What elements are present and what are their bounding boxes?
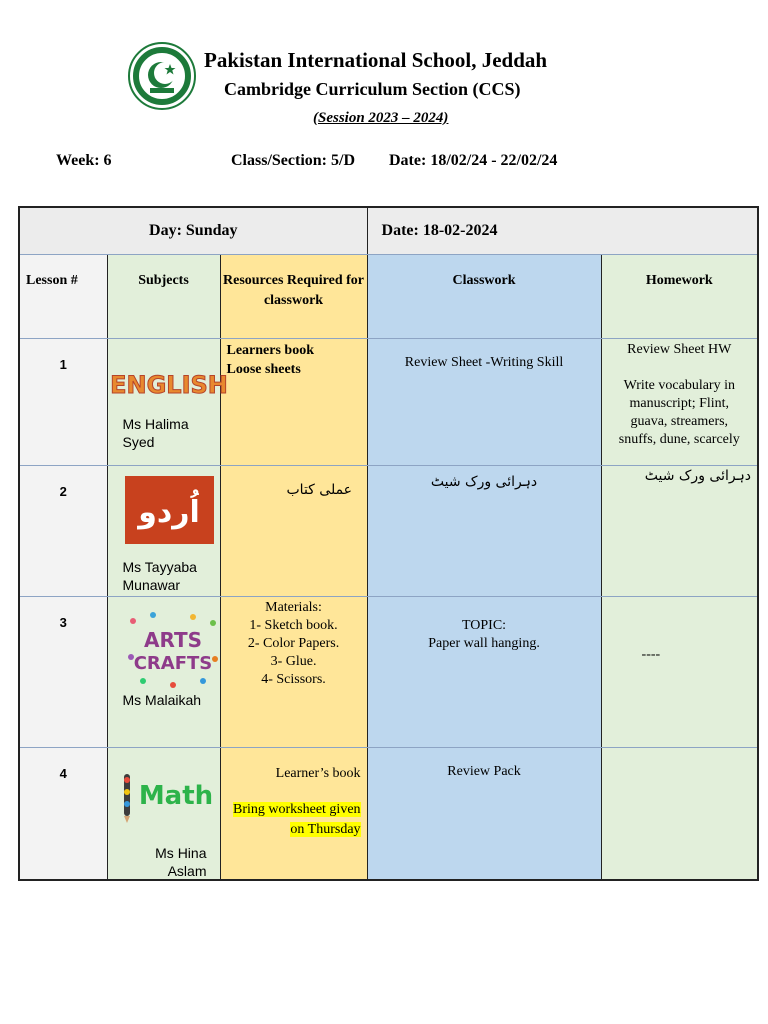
homework-cell — [601, 747, 758, 880]
english-subject-icon — [109, 367, 228, 401]
teacher-name: Ms Malaikah — [122, 691, 202, 708]
homework-cell — [601, 338, 758, 465]
resource-item: 2- Color Papers. — [247, 635, 340, 651]
arts-crafts-subject-icon — [123, 609, 223, 689]
homework-cell: ---- — [601, 596, 758, 747]
math-subject-icon — [122, 770, 218, 824]
teacher-name-line: Munawar — [122, 576, 181, 593]
resources-cell — [220, 596, 367, 747]
lesson-number: 1 — [19, 338, 107, 465]
day-row — [19, 207, 758, 254]
table-row — [19, 338, 758, 465]
teacher-name-line: Ms Hina — [155, 844, 207, 861]
classwork-text: Paper wall hanging. — [428, 635, 540, 651]
classwork-cell: Review Pack — [367, 747, 601, 880]
teacher-name — [155, 844, 207, 880]
week-label: Week: 6 — [56, 152, 112, 169]
lesson-number: 4 — [19, 747, 107, 880]
table-row — [19, 465, 758, 596]
classwork-header: Classwork — [367, 254, 601, 338]
teacher-name — [123, 558, 197, 594]
classwork-cell — [367, 465, 601, 596]
highlighted-note: Bring worksheet given on Thursday — [233, 801, 361, 837]
teacher-name-line: Ms Tayyaba — [122, 558, 197, 575]
crafts-logo-text: CRAFTS — [133, 652, 212, 674]
resources-cell — [220, 338, 367, 465]
homework-text: Review Sheet HW — [627, 341, 732, 357]
subjects-header: Subjects — [107, 254, 220, 338]
teacher-name — [123, 415, 189, 451]
resource-item: 4- Scissors. — [261, 671, 326, 687]
date-range-label: Date: 18/02/24 - 22/02/24 — [389, 152, 558, 169]
homework-text: دہرائی ورک شیٹ — [644, 467, 752, 484]
resource-item: 1- Sketch book. — [249, 617, 338, 633]
day-cell: Day: Sunday — [19, 207, 367, 254]
arts-logo-text: ARTS — [143, 627, 202, 652]
subject-cell — [107, 338, 228, 465]
column-header-row — [19, 254, 758, 338]
lesson-number: 3 — [19, 596, 107, 747]
urdu-logo-text: اُردو — [137, 494, 200, 530]
resource-item: Learner’s book — [275, 765, 361, 781]
homework-text: Write vocabulary in manuscript; Flint, guava, streamers, snuffs, dune, scarcely — [618, 377, 740, 447]
resource-item: Loose sheets — [226, 361, 301, 377]
classwork-text: دہرائی ورک شیٹ — [430, 473, 538, 490]
subject-cell — [107, 465, 220, 596]
resource-item: 3- Glue. — [270, 653, 317, 669]
classwork-cell: Review Sheet -Writing Skill — [367, 338, 601, 465]
classwork-text: TOPIC: — [461, 617, 507, 633]
resources-cell — [220, 747, 367, 880]
resources-cell — [220, 465, 367, 596]
school-name: Pakistan International School, Jeddah — [204, 48, 548, 72]
teacher-name-line: Syed — [122, 433, 155, 450]
table-row — [19, 747, 758, 880]
teacher-name-line: Aslam — [167, 862, 207, 879]
lesson-number: 2 — [19, 465, 107, 596]
subject-cell — [107, 747, 220, 880]
homework-cell — [601, 465, 758, 596]
urdu-subject-icon — [125, 476, 214, 544]
classwork-cell — [367, 596, 601, 747]
resources-header: Resources Required for classwork — [220, 254, 367, 338]
date-cell: Date: 18-02-2024 — [367, 207, 758, 254]
teacher-name-line: Ms Halima — [122, 415, 189, 432]
timetable — [18, 206, 759, 881]
english-logo-text: ENGLISH — [109, 370, 228, 399]
class-section-label: Class/Section: 5/D — [231, 152, 355, 169]
table-row — [19, 596, 758, 747]
resource-item: Materials: — [265, 599, 322, 615]
session-label: (Session 2023 – 2024) — [313, 110, 449, 126]
school-crest-icon — [128, 42, 196, 110]
section-name: Cambridge Curriculum Section (CCS) — [224, 79, 521, 99]
resource-item: عملی کتاب — [286, 481, 353, 498]
lesson-header: Lesson # — [19, 254, 107, 338]
math-logo-text: Math — [138, 780, 213, 811]
subject-cell — [107, 596, 220, 747]
document-header — [0, 0, 768, 200]
homework-header: Homework — [601, 254, 758, 338]
resource-item: Learners book — [226, 342, 314, 358]
